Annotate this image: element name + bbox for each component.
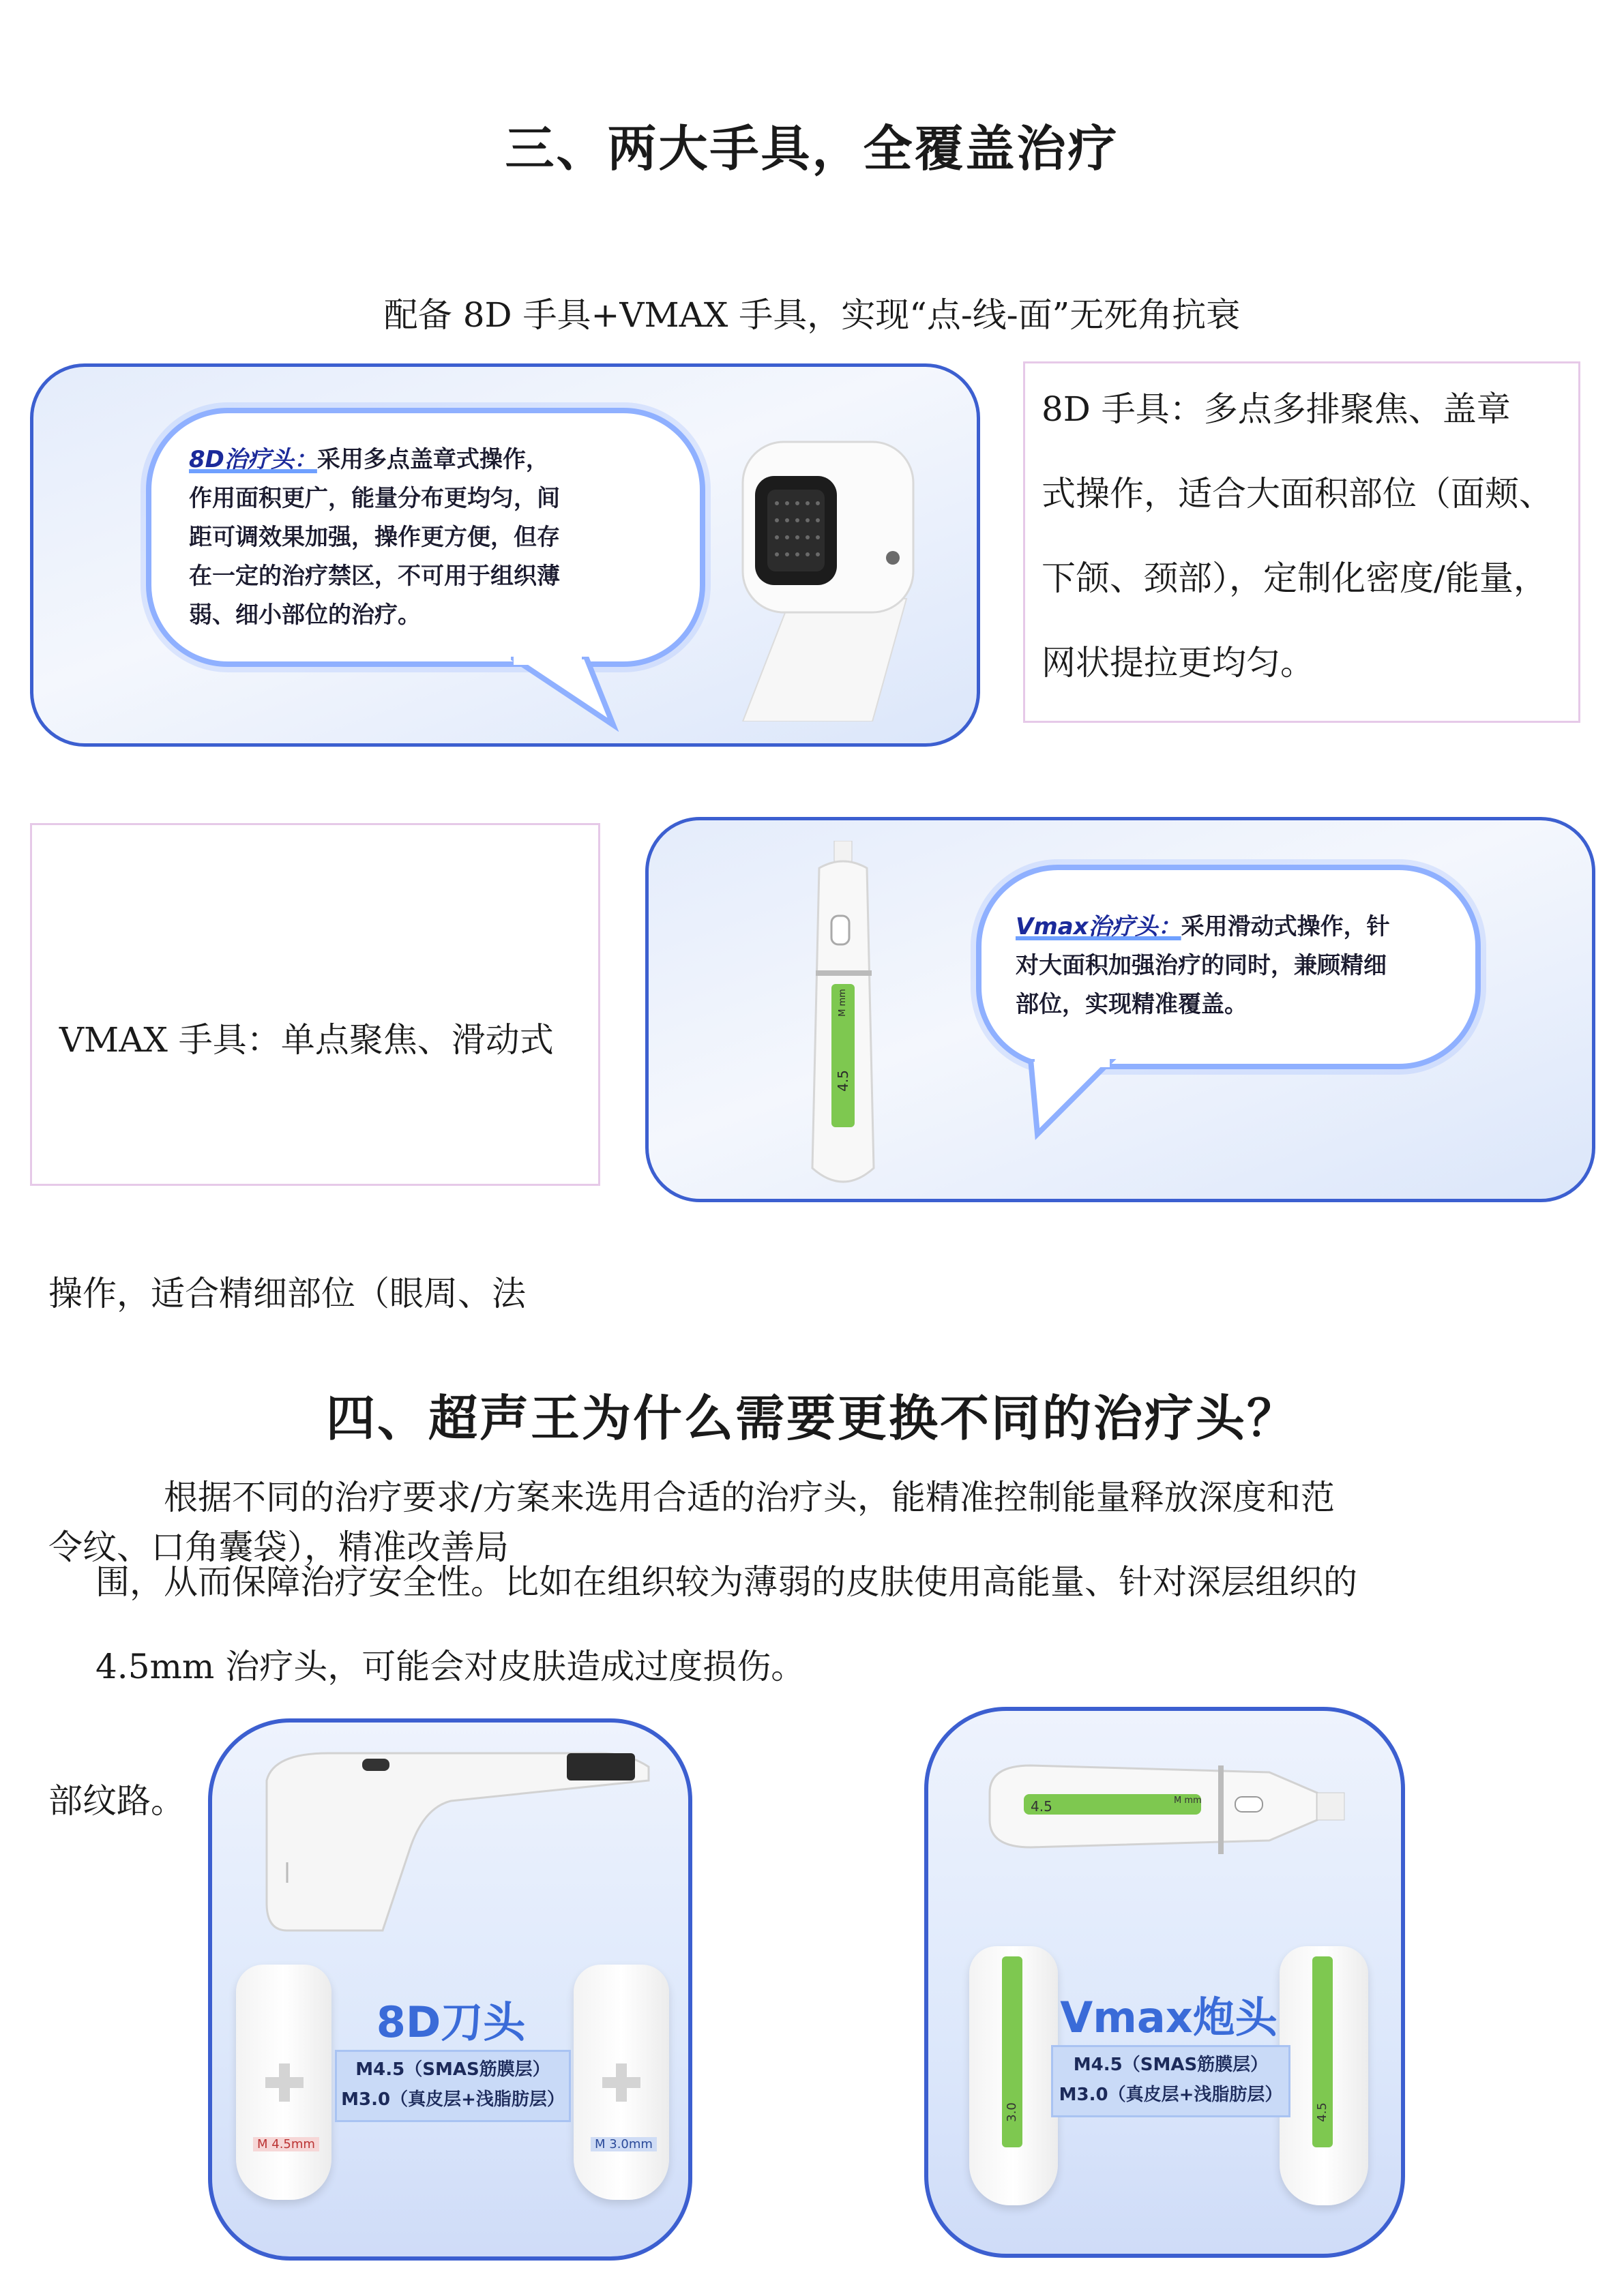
8d-device-illustration <box>246 1740 655 1944</box>
textbox-8d-line: 式操作，适合大面积部位（面颊、 <box>1042 474 1553 513</box>
textbox-8d-handpiece <box>1023 361 1580 723</box>
vmax-handpiece-illustration <box>799 841 887 1195</box>
bubble-vmax-line: 部位，实现精准覆盖。 <box>1016 991 1247 1018</box>
8d-tip-right-label: M 3.0mm <box>591 2137 657 2151</box>
card-vmax-cannon-heads <box>924 1707 1405 2258</box>
textbox-vmax-line: VMAX 手具：单点聚焦、滑动式 <box>48 1020 554 1060</box>
bubble-8d-tail <box>511 657 620 732</box>
panel-8d-handpiece <box>30 363 980 747</box>
bubble-8d-line: 距可调效果加强，操作更方便，但存 <box>189 524 560 551</box>
bubble-8d-line: 弱、细小部位的治疗。 <box>189 601 421 629</box>
bubble-8d-line: 作用面积更广，能量分布更均匀，间 <box>189 485 560 512</box>
card-8d-spec-line: M4.5（SMAS筋膜层） <box>355 2059 550 2080</box>
textbox-vmax-line: 部纹路。 <box>48 1781 185 1821</box>
bubble-8d-lead: 8D治疗头： <box>189 446 317 473</box>
textbox-vmax-line: 令纹、口角囊袋），精准改善局 <box>48 1527 509 1567</box>
section4-paragraph <box>95 1455 1528 1709</box>
textbox-8d-line: 下颌、颈部），定制化密度/能量， <box>1042 558 1548 598</box>
textbox-8d-line: 8D 手具：多点多排聚焦、盖章 <box>1042 389 1511 429</box>
bubble-8d-line: 在一定的治疗禁区，不可用于组织薄 <box>189 563 560 590</box>
card-vmax-title: Vmax炮头 <box>1060 1993 1278 2042</box>
8d-tip-right-cross-icon <box>602 2063 640 2102</box>
8d-handpiece-illustration <box>702 394 947 721</box>
vmax-device-depth-label: 4.5 <box>1031 1798 1052 1815</box>
paragraph-line: 根据不同的治疗要求/方案来选用合适的治疗头，能精准控制能量释放深度和范 <box>164 1478 1335 1517</box>
card-8d-title: 8D刀头 <box>376 1997 526 2047</box>
bubble-vmax-tail <box>1017 1059 1119 1141</box>
vmax-tip-left-label: 3.0 <box>1004 2102 1019 2122</box>
card-vmax-spec-line: M3.0（真皮层+浅脂肪层） <box>1059 2085 1283 2105</box>
vmax-device-unit-label: M mm <box>1174 1795 1202 1806</box>
8d-tip-left-label: M 4.5mm <box>253 2137 319 2151</box>
vmax-handle-depth-label: 4.5 <box>834 1070 851 1092</box>
8d-tip-left-cross-icon <box>265 2063 304 2102</box>
section4-title: 四、超声王为什么需要更换不同的治疗头？ <box>325 1389 1298 1447</box>
bubble-vmax-treatment-head <box>976 865 1481 1069</box>
textbox-vmax-line: 操作，适合精细部位（眼周、法 <box>48 1274 526 1313</box>
paragraph-line: 4.5mm 治疗头，可能会对皮肤造成过度损伤。 <box>95 1647 806 1686</box>
section3-subtitle: 配备 8D 手具+VMAX 手具，实现“点-线-面”无死角抗衰 <box>383 295 1241 335</box>
paragraph-line: 围，从而保障治疗安全性。比如在组织较为薄弱的皮肤使用高能量、针对深层组织的 <box>95 1562 1357 1602</box>
vmax-tip-right-label: 4.5 <box>1314 2102 1329 2122</box>
bubble-8d-line: 采用多点盖章式操作， <box>316 446 549 473</box>
bubble-8d-treatment-head <box>146 408 705 667</box>
panel-vmax-handpiece <box>645 817 1595 1202</box>
card-8d-spec-line: M3.0（真皮层+浅脂肪层） <box>341 2089 565 2110</box>
card-vmax-specs <box>1051 2045 1290 2117</box>
card-vmax-spec-line: M4.5（SMAS筋膜层） <box>1073 2055 1269 2075</box>
card-8d-blade-heads <box>208 1718 692 2261</box>
textbox-8d-line: 网状提拉更均匀。 <box>1042 643 1314 683</box>
card-8d-specs <box>335 2050 571 2122</box>
bubble-vmax-line: 采用滑动式操作，针 <box>1181 913 1390 940</box>
bubble-vmax-line: 对大面积加强治疗的同时，兼顾精细 <box>1016 952 1387 979</box>
bubble-vmax-lead: Vmax治疗头： <box>1016 913 1181 940</box>
section3-title: 三、两大手具，全覆盖治疗 <box>505 119 1119 177</box>
vmax-handle-unit-label: M mm <box>837 989 848 1017</box>
